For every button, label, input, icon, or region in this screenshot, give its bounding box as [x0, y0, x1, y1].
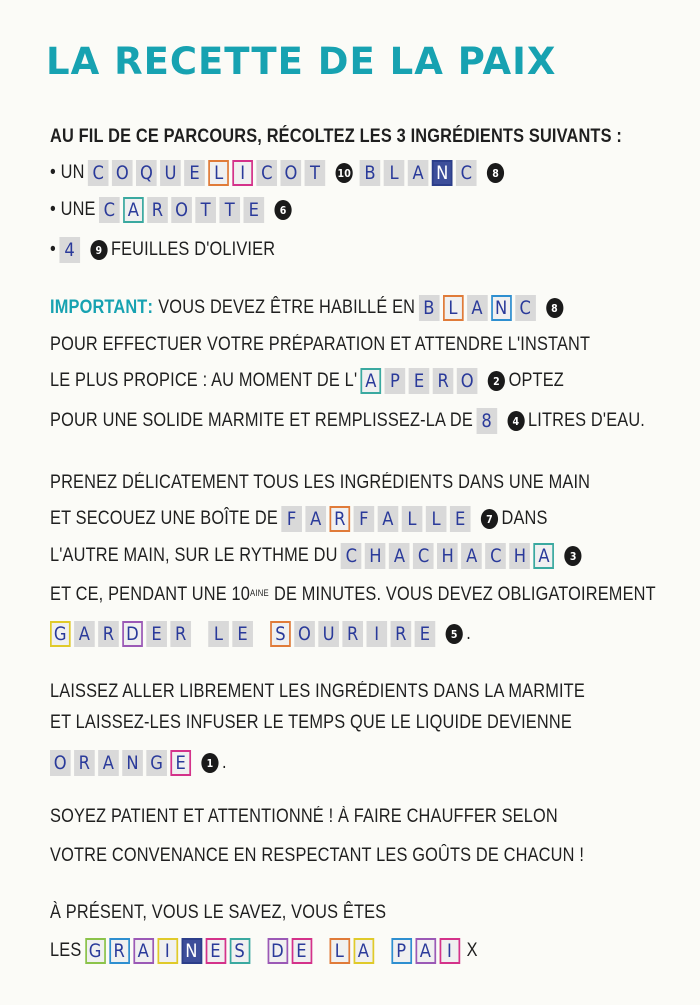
important-line-4: [50, 408, 645, 434]
important-line-2: [50, 334, 590, 356]
letter-gap: [315, 938, 325, 964]
number-badge: 8: [487, 163, 504, 183]
para2-line-4: [50, 584, 656, 606]
text: .: [222, 752, 227, 773]
letter-box: 8: [476, 408, 497, 434]
letter-box: S: [270, 621, 291, 647]
letter-box: L: [384, 160, 405, 186]
letter-box: H: [437, 543, 458, 569]
answer-blanc: [419, 295, 539, 321]
answer-four: [59, 237, 83, 263]
important-line-1: [50, 295, 567, 321]
intro-line: [50, 126, 622, 148]
number-badge: 4: [507, 411, 524, 431]
answer-farfalle: [281, 506, 474, 532]
letter-box: A: [534, 543, 555, 569]
letter-gap: [194, 621, 204, 647]
letter-box: E: [184, 160, 205, 186]
para3-line-1: [50, 681, 585, 703]
letter-box: L: [208, 160, 229, 186]
letter-box: R: [74, 750, 95, 776]
answer-blanc: [360, 160, 480, 186]
number-badge: 9: [90, 240, 107, 260]
letter-box: T: [305, 160, 326, 186]
letter-box: A: [133, 938, 154, 964]
letter-box: O: [281, 160, 302, 186]
text: PRENEZ DÉLICATEMENT TOUS LES INGRÉDIENTS DANS UNE MAIN: [50, 472, 591, 493]
letter-box: C: [88, 160, 109, 186]
superscript: AINE: [250, 588, 269, 598]
letter-box: R: [342, 621, 363, 647]
page-title: LA RECETTE DE LA PAIX: [46, 40, 557, 83]
letter-box: D: [122, 621, 143, 647]
letter-box: I: [232, 160, 253, 186]
letter-box: R: [170, 621, 191, 647]
letter-box: P: [385, 368, 406, 394]
bullet-prefix: • UNE: [50, 199, 96, 220]
letter-box: T: [219, 197, 240, 223]
para3-line-3: [50, 750, 227, 776]
letter-box: R: [147, 197, 168, 223]
letter-box: L: [443, 295, 464, 321]
text: X: [466, 940, 478, 961]
letter-box: N: [432, 160, 453, 186]
letter-box: L: [208, 621, 229, 647]
letter-box: C: [99, 197, 120, 223]
letter-box: N: [491, 295, 512, 321]
letter-box: G: [146, 750, 167, 776]
answer-coquelicot: [88, 160, 329, 186]
letter-box: O: [50, 750, 71, 776]
letter-box: N: [181, 938, 202, 964]
letter-box: O: [112, 160, 133, 186]
letter-box: E: [415, 621, 436, 647]
bullet-prefix: •: [50, 239, 56, 260]
letter-box: P: [391, 938, 412, 964]
text: DANS: [501, 508, 548, 529]
letter-box: L: [329, 938, 350, 964]
letter-box: E: [244, 197, 265, 223]
letter-box: A: [408, 160, 429, 186]
letter-box: G: [50, 621, 71, 647]
letter-box: H: [510, 543, 531, 569]
important-line-3: [50, 368, 564, 394]
letter-box: L: [402, 506, 423, 532]
text: OPTEZ: [508, 370, 564, 391]
text: POUR UNE SOLIDE MARMITE ET REMPLISSEZ-LA DE: [50, 410, 473, 431]
letter-box: R: [391, 621, 412, 647]
answer-graines-de-la-paix: [85, 938, 463, 964]
letter-box: I: [439, 938, 460, 964]
text: VOUS DEVEZ ÊTRE HABILLÉ EN: [158, 297, 416, 318]
letter-box: A: [461, 543, 482, 569]
number-badge: 10: [336, 163, 353, 183]
letter-box: A: [305, 506, 326, 532]
para5-line-1: [50, 902, 386, 924]
letter-box: C: [515, 295, 536, 321]
text: L'AUTRE MAIN, SUR LE RYTHME DU: [50, 545, 338, 566]
letter-box: E: [450, 506, 471, 532]
letter-box: A: [378, 506, 399, 532]
letter-box: C: [413, 543, 434, 569]
letter-box: A: [361, 368, 382, 394]
letter-gap: [256, 621, 266, 647]
number-badge: 5: [446, 624, 463, 644]
text: .: [466, 623, 471, 644]
para3-line-2: [50, 712, 572, 734]
letter-box: F: [354, 506, 375, 532]
letter-box: O: [171, 197, 192, 223]
text: LITRES D'EAU.: [527, 410, 646, 431]
letter-box: 4: [59, 237, 80, 263]
text: LE PLUS PROPICE : AU MOMENT DE L': [50, 370, 358, 391]
number-badge: 2: [488, 371, 505, 391]
number-badge: 3: [565, 546, 582, 566]
para5-line-2: [50, 938, 478, 964]
answer-carotte: [99, 197, 268, 223]
number-badge: 7: [481, 509, 498, 529]
text: SOYEZ PATIENT ET ATTENTIONNÉ ! À FAIRE CHAUFFER SELON: [50, 806, 558, 827]
bullet-coquelicot: [50, 160, 508, 186]
letter-box: E: [170, 750, 191, 776]
letter-box: T: [195, 197, 216, 223]
letter-box: R: [109, 938, 130, 964]
letter-box: C: [486, 543, 507, 569]
text: ET LAISSEZ-LES INFUSER LE TEMPS QUE LE LIQUIDE DEVIENNE: [50, 712, 572, 733]
answer-orange: [50, 750, 194, 776]
letter-box: E: [205, 938, 226, 964]
letter-box: C: [456, 160, 477, 186]
letter-box: U: [160, 160, 181, 186]
number-badge: 6: [275, 200, 292, 220]
para2-line-5: [50, 621, 471, 647]
letter-box: D: [267, 938, 288, 964]
letter-box: E: [291, 938, 312, 964]
letter-box: O: [457, 368, 478, 394]
bullet-suffix: FEUILLES D'OLIVIER: [110, 239, 276, 260]
bullet-olivier: [50, 237, 275, 263]
text: DE MINUTES. VOUS DEVEZ OBLIGATOIREMENT: [273, 584, 656, 605]
letter-box: A: [74, 621, 95, 647]
text: À PRÉSENT, VOUS LE SAVEZ, VOUS ÊTES: [50, 902, 387, 923]
letter-box: A: [353, 938, 374, 964]
letter-box: I: [366, 621, 387, 647]
letter-box: E: [232, 621, 253, 647]
answer-garder-le-sourire: [50, 621, 439, 647]
letter-box: C: [257, 160, 278, 186]
important-sep: :: [147, 297, 154, 318]
letter-gap: [377, 938, 387, 964]
para2-line-2: [50, 506, 548, 532]
para2-line-3: [50, 543, 585, 569]
letter-box: A: [467, 295, 488, 321]
letter-box: A: [123, 197, 144, 223]
letter-box: N: [122, 750, 143, 776]
text: LAISSEZ ALLER LIBREMENT LES INGRÉDIENTS DANS LA MARMITE: [50, 681, 585, 702]
letter-box: H: [365, 543, 386, 569]
letter-gap: [253, 938, 263, 964]
number-badge: 8: [546, 298, 563, 318]
text: POUR EFFECTUER VOTRE PRÉPARATION ET ATTENDRE L'INSTANT: [50, 334, 591, 355]
bullet-prefix: • UN: [50, 162, 85, 183]
para4-line-1: [50, 806, 558, 828]
letter-box: B: [360, 160, 381, 186]
letter-box: F: [281, 506, 302, 532]
number-badge: 1: [201, 753, 218, 773]
letter-box: A: [415, 938, 436, 964]
letter-box: R: [98, 621, 119, 647]
text: ET CE, PENDANT UNE 10: [50, 584, 251, 605]
letter-box: I: [157, 938, 178, 964]
letter-box: O: [294, 621, 315, 647]
para2-line-1: [50, 472, 590, 494]
letter-box: E: [146, 621, 167, 647]
letter-box: U: [318, 621, 339, 647]
letter-box: R: [433, 368, 454, 394]
text: VOTRE CONVENANCE EN RESPECTANT LES GOÛTS DE CHACUN !: [50, 845, 585, 866]
text: ET SECOUEZ UNE BOÎTE DE: [50, 508, 278, 529]
text: LES: [50, 940, 82, 961]
bullet-carotte: [50, 197, 295, 223]
letter-box: A: [389, 543, 410, 569]
answer-apero: [361, 368, 481, 394]
letter-box: Q: [136, 160, 157, 186]
letter-box: L: [426, 506, 447, 532]
letter-box: S: [229, 938, 250, 964]
para4-line-2: [50, 845, 584, 867]
letter-box: G: [85, 938, 106, 964]
letter-box: E: [409, 368, 430, 394]
letter-box: C: [341, 543, 362, 569]
letter-box: B: [419, 295, 440, 321]
letter-box: A: [98, 750, 119, 776]
important-label: IMPORTANT: [50, 297, 148, 318]
answer-chachacha: [341, 543, 558, 569]
letter-box: R: [330, 506, 351, 532]
answer-eight: [476, 408, 500, 434]
intro-text: AU FIL DE CE PARCOURS, RÉCOLTEZ LES 3 INGRÉDIENTS SUIVANTS :: [50, 126, 622, 147]
